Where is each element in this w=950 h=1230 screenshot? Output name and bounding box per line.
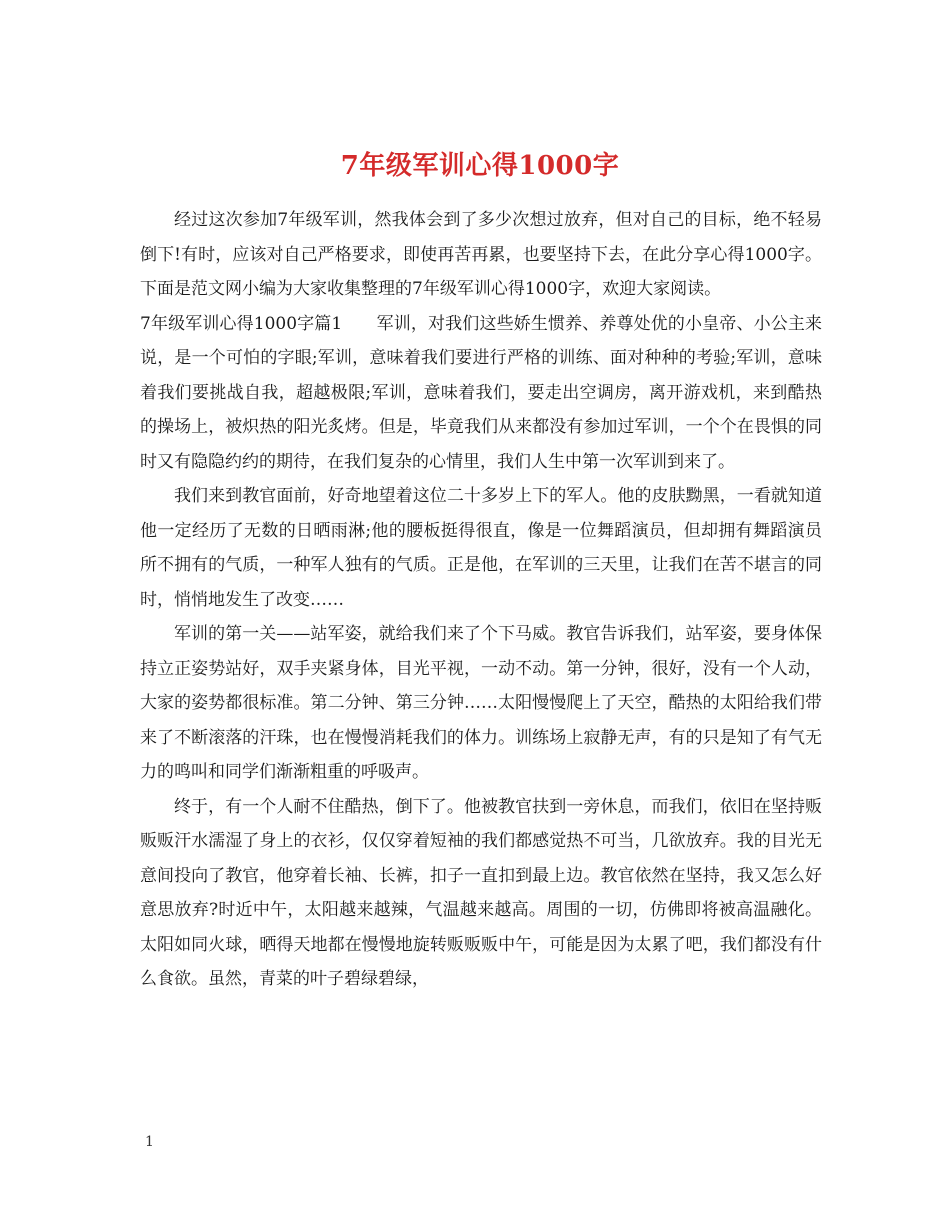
paragraph-intro: 经过这次参加7年级军训，然我体会到了多少次想过放弃，但对自己的目标，绝不轻易倒下!有时，应该对自己严格要求，即使再苦再累，也要坚持下去，在此分享心得1000字。下面是范文网小编为大家收集整理的7年级军训心得1000字，欢迎大家阅读。 <box>140 210 822 299</box>
paragraph-standing-posture: 军训的第一关——站军姿，就给我们来了个下马威。教官告诉我们，站军姿，要身体保持立正姿势站好，双手夹紧身体，目光平视，一动不动。第一分钟，很好，没有一个人动，大家的姿势都很标准。第二分钟、第三分钟……太阳慢慢爬上了天空，酷热的太阳给我们带来了不断滚落的汗珠，也在慢慢消耗我们的体力。训练场上寂静无声，有的只是知了有气无力的鸣叫和同学们渐渐粗重的呼吸声。 <box>140 624 822 782</box>
document-title: 7年级军训心得1000字 <box>340 151 620 182</box>
paragraph-section-1: 7年级军训心得1000字篇1 军训，对我们这些娇生惯养、养尊处优的小皇帝、小公主来说，是一个可怕的字眼;军训，意味着我们要进行严格的训练、面对种种的考验;军训，意味着我们要挑战自我，超越极限;军训，意味着我们，要走出空调房，离开游戏机，来到酷热的操场上，被炽热的阳光炙烤。但是，毕竟我们从来都没有参加过军训，一个个在畏惧的同时又有隐隐约约的期待，在我们复杂的心情里，我们人生中第一次军训到来了。 <box>140 313 822 472</box>
page-number: 1 <box>145 1134 154 1150</box>
paragraph-instructor: 我们来到教官面前，好奇地望着这位二十多岁上下的军人。他的皮肤黝黑，一看就知道他一定经历了无数的日晒雨淋;他的腰板挺得很直，像是一位舞蹈演员，但却拥有舞蹈演员所不拥有的气质，一种军人独有的气质。正是他，在军训的三天里，让我们在苦不堪言的同时，悄悄地发生了改变…… <box>140 486 822 610</box>
paragraph-persistence: 终于，有一个人耐不住酷热，倒下了。他被教官扶到一旁休息，而我们，依旧在坚持贩贩贩汗水濡湿了身上的衣衫，仅仅穿着短袖的我们都感觉热不可当，几欲放弃。我的目光无意间投向了教官，他穿着长袖、长裤，扣子一直扣到最上边。教官依然在坚持，我又怎么好意思放弃?时近中午，太阳越来越辣，气温越来越高。周围的一切，仿佛即将被高温融化。太阳如同火球，晒得天地都在慢慢地旋转贩贩贩中午，可能是因为太累了吧，我们都没有什么食欲。虽然，青菜的叶子碧绿碧绿， <box>140 796 822 989</box>
document-body <box>140 203 822 997</box>
